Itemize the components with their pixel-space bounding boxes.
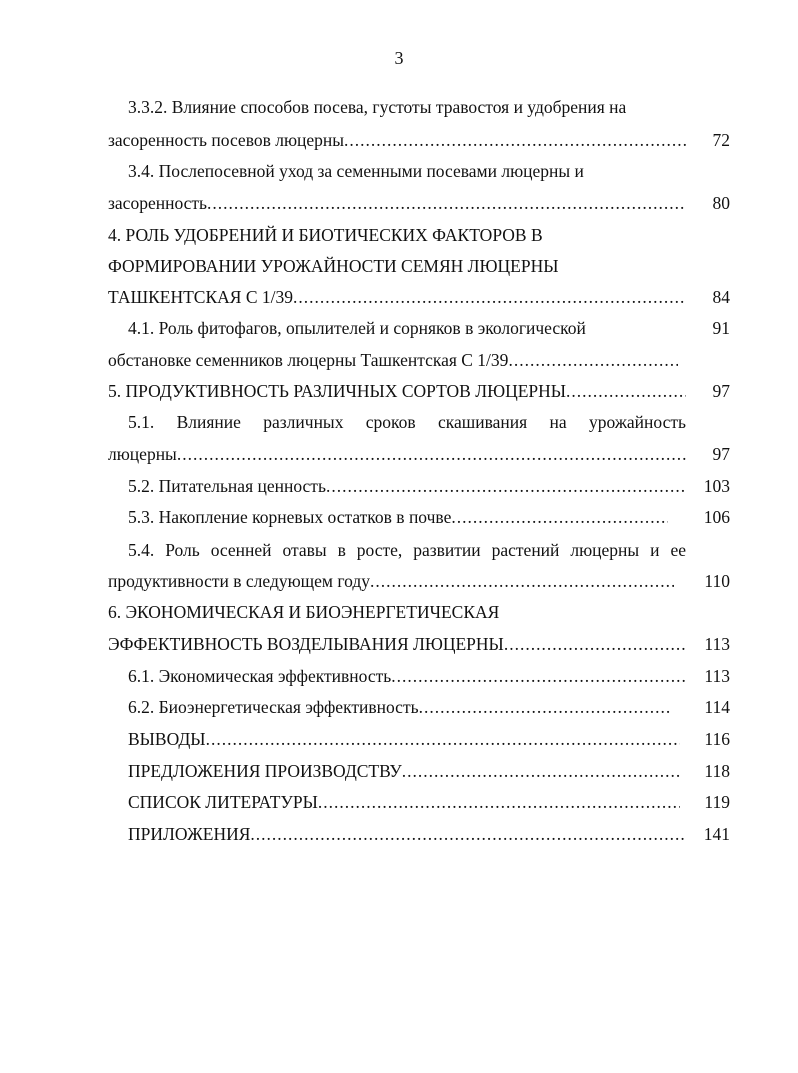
- toc-entry-3-4-page: 80: [712, 193, 730, 213]
- toc-entry-6-line1: 6. ЭКОНОМИЧЕСКАЯ И БИОЭНЕРГЕТИЧЕСКАЯ: [108, 602, 500, 622]
- toc-entry-conclusions: [128, 724, 680, 754]
- toc-entry-3-3-2-line2: [108, 125, 686, 155]
- toc-entry-text: 5. ПРОДУКТИВНОСТЬ РАЗЛИЧНЫХ СОРТОВ ЛЮЦЕРНЫ: [108, 381, 567, 401]
- dot-leader: [566, 376, 686, 406]
- toc-entry-text: ПРЕДЛОЖЕНИЯ ПРОИЗВОДСТВУ: [128, 761, 402, 781]
- toc-entry-bibliography-page: 119: [704, 792, 730, 812]
- toc-entry-4-1-line1: 4.1. Роль фитофагов, опылителей и сорняков в экологической: [128, 318, 586, 338]
- toc-entry-5-4-line2: [108, 566, 674, 596]
- toc-entry-text: люцерны: [108, 444, 177, 464]
- toc-entry-5-2-page: 103: [703, 476, 730, 496]
- toc-entry-5-2: [128, 471, 686, 501]
- toc-entry-5: [108, 376, 686, 406]
- toc-entry-4-line1: 4. РОЛЬ УДОБРЕНИЙ И БИОТИЧЕСКИХ ФАКТОРОВ В: [108, 225, 543, 245]
- toc-entry-5-3: [128, 502, 668, 532]
- dot-leader: [504, 629, 686, 659]
- toc-entry-text: ЭФФЕКТИВНОСТЬ ВОЗДЕЛЫВАНИЯ ЛЮЦЕРНЫ: [108, 634, 504, 654]
- toc-entry-4-1-line2: [108, 345, 678, 375]
- toc-entry-proposals-page: 118: [704, 761, 730, 781]
- toc-entry-text: СПИСОК ЛИТЕРАТУРЫ: [128, 792, 318, 812]
- toc-entry-5-1-page: 97: [712, 444, 730, 464]
- toc-entry-5-4-line1: 5.4. Роль осенней отавы в росте, развитии растений люцерны и ее: [128, 540, 686, 560]
- toc-entry-bibliography: [128, 787, 680, 817]
- toc-entry-3-4-line2: [108, 188, 686, 218]
- dot-leader: [250, 819, 686, 849]
- toc-entry-conclusions-page: 116: [704, 729, 730, 749]
- toc-entry-6-2: [128, 692, 672, 722]
- toc-entry-5-1-line1: 5.1. Влияние различных сроков скашивания на урожайность: [128, 412, 686, 432]
- toc-entry-5-1-line2: [108, 439, 686, 469]
- dot-leader: [344, 125, 686, 155]
- dot-leader: [207, 188, 686, 218]
- dot-leader: [318, 787, 680, 817]
- toc-entry-3-4-line1: 3.4. Послепосевной уход за семенными посевами люцерны и: [128, 161, 584, 181]
- toc-entry-5-page: 97: [712, 381, 730, 401]
- dot-leader: [177, 439, 686, 469]
- toc-entry-appendices: [128, 819, 686, 849]
- toc-entry-3-3-2-line1: 3.3.2. Влияние способов посева, густоты травостоя и удобрения на: [128, 97, 627, 117]
- toc-entry-5-4-page: 110: [704, 571, 730, 591]
- toc-entry-6-page: 113: [704, 634, 730, 654]
- toc-entry-6-1-page: 113: [704, 666, 730, 686]
- toc-entry-text: засоренность посевов люцерны: [108, 130, 345, 150]
- toc-entry-text: ВЫВОДЫ: [128, 729, 206, 749]
- toc-entry-text: ПРИЛОЖЕНИЯ: [128, 824, 251, 844]
- toc-entry-text: 6.2. Биоэнергетическая эффективность: [128, 697, 419, 717]
- dot-leader: [419, 692, 672, 722]
- dot-leader: [508, 345, 678, 375]
- dot-leader: [391, 661, 686, 691]
- toc-entry-text: ТАШКЕНТСКАЯ С 1/39: [108, 287, 293, 307]
- page-number: 3: [394, 48, 404, 68]
- toc-entry-6-line2: [108, 629, 686, 659]
- toc-entry-text: продуктивности в следующем году: [108, 571, 371, 591]
- toc-entry-5-3-page: 106: [703, 507, 730, 527]
- toc-entry-4-line3: [108, 282, 686, 312]
- dot-leader: [451, 502, 668, 532]
- toc-entry-text: 5.2. Питательная ценность: [128, 476, 326, 496]
- toc-entry-text: засоренность: [108, 193, 208, 213]
- toc-entry-6-2-page: 114: [704, 697, 730, 717]
- toc-entry-4-line2: ФОРМИРОВАНИИ УРОЖАЙНОСТИ СЕМЯН ЛЮЦЕРНЫ: [108, 256, 559, 276]
- dot-leader: [326, 471, 686, 501]
- toc-entry-4-page: 84: [712, 287, 730, 307]
- toc-entry-4-1-page: 91: [712, 318, 730, 338]
- dot-leader: [370, 566, 674, 596]
- dot-leader: [402, 756, 680, 786]
- dot-leader: [293, 282, 686, 312]
- toc-entry-6-1: [128, 661, 686, 691]
- toc-entry-appendices-page: 141: [703, 824, 730, 844]
- toc-entry-text: 6.1. Экономическая эффективность: [128, 666, 392, 686]
- toc-entry-text: 5.3. Накопление корневых остатков в почве: [128, 507, 452, 527]
- toc-entry-proposals: [128, 756, 680, 786]
- dot-leader: [206, 724, 680, 754]
- toc-entry-text: обстановке семенников люцерны Ташкентская С 1/39: [108, 350, 509, 370]
- toc-entry-3-3-2-page: 72: [712, 130, 730, 150]
